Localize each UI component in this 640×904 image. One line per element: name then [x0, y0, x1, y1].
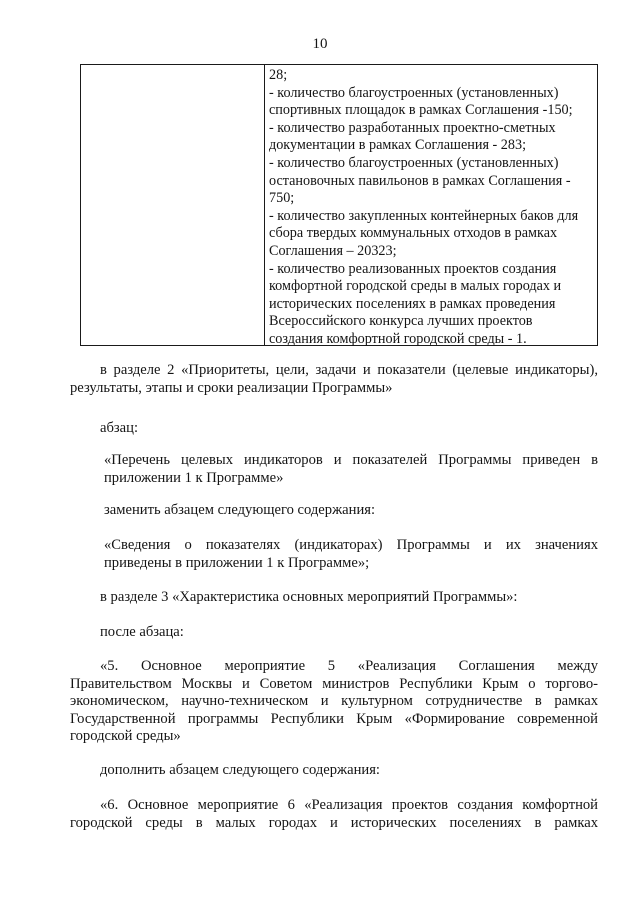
paragraph-line: приведены в приложении 1 к Программе»;	[104, 554, 370, 571]
table-line: - количество благоустроенных (установленных)	[269, 84, 559, 101]
paragraph-line: экономическом, научно-техническом и культурном сотрудничестве в рамках	[70, 693, 598, 709]
paragraph-line: «Сведения о показателях (индикаторах) Программы и их значениях	[104, 537, 598, 553]
paragraph-line: в разделе 2 «Приоритеты, цели, задачи и показатели (целевые индикаторы),	[100, 362, 598, 378]
paragraph-section-3	[70, 589, 598, 607]
table-column-divider	[264, 65, 265, 345]
paragraph-line: приложении 1 к Программе»	[104, 469, 284, 486]
page-number: 10	[312, 36, 328, 52]
paragraph-line: «Перечень целевых индикаторов и показателей Программы приведен в	[104, 452, 598, 468]
paragraph-line: в разделе 3 «Характеристика основных мероприятий Программы»:	[100, 589, 518, 605]
table-line: документации в рамках Соглашения - 283;	[269, 137, 527, 154]
table-line: 750;	[269, 190, 295, 207]
table-line: - количество разработанных проектно-сметных	[269, 119, 556, 136]
table-line: Всероссийского конкурса лучших проектов	[269, 313, 533, 330]
paragraph-replace	[70, 502, 598, 520]
paragraph-line: результаты, этапы и сроки реализации Программы»	[70, 379, 393, 396]
table-line: комфортной городской среды в малых городах и	[269, 278, 562, 295]
paragraph-abzac	[70, 420, 598, 438]
paragraph-activity-5	[70, 658, 598, 746]
table-line: исторических поселениях в рамках проведения	[269, 295, 556, 312]
paragraph-line: абзац:	[100, 420, 139, 436]
table-cell-indicators	[269, 67, 595, 349]
indicators-table	[80, 64, 598, 346]
paragraph-line: «6. Основное мероприятие 6 «Реализация проектов создания комфортной	[100, 797, 598, 813]
table-line: создания комфортной городской среды - 1.	[269, 330, 527, 347]
paragraph-line: дополнить абзацем следующего содержания:	[100, 762, 380, 778]
paragraph-quote-old	[70, 452, 598, 487]
table-line: 28;	[269, 67, 288, 83]
paragraph-line: городской среды»	[70, 728, 181, 744]
paragraph-line: после абзаца:	[100, 624, 184, 640]
paragraph-line: Государственной программы Республики Крым «Формирование современной	[70, 710, 598, 727]
paragraph-section-2	[70, 362, 598, 397]
paragraph-line: Правительством Москвы и Советом министров Республики Крым о торгово-	[70, 675, 598, 692]
paragraph-quote-new	[70, 537, 598, 572]
paragraph-line: городской среды в малых городах и исторических поселениях в рамках	[70, 814, 598, 831]
table-line: сбора твердых коммунальных отходов в рамках	[269, 225, 558, 242]
table-line: остановочных павильонов в рамках Соглашения -	[269, 172, 571, 189]
paragraph-append	[70, 762, 598, 780]
table-line: - количество благоустроенных (установленных)	[269, 154, 559, 171]
paragraph-activity-6	[70, 797, 598, 832]
table-line: спортивных площадок в рамках Соглашения -150;	[269, 102, 573, 119]
table-line: Соглашения – 20323;	[269, 242, 397, 259]
paragraph-line: «5. Основное мероприятие 5 «Реализация Соглашения между	[100, 658, 598, 674]
table-line: - количество закупленных контейнерных баков для	[269, 207, 579, 224]
paragraph-after	[70, 624, 598, 642]
paragraph-line: заменить абзацем следующего содержания:	[104, 502, 376, 518]
table-line: - количество реализованных проектов создания	[269, 260, 557, 277]
